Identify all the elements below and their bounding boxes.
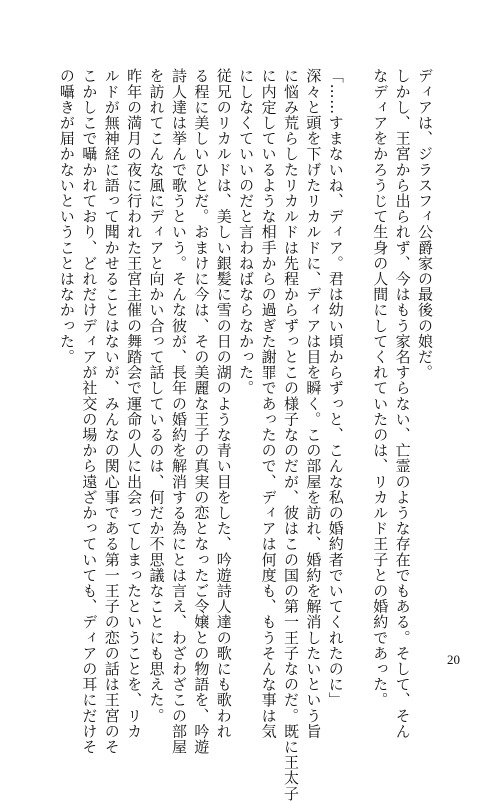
text-line: ルドが無神経に語って聞かせることはないが、みんなの関心事である第一王子の恋の話は王宮のそ [102,68,121,755]
novel-page-text [57,68,436,801]
paragraph-gap [347,68,369,648]
text-line: 詩人達は挙んで歌うという。そんな彼が、長年の婚約を解消する為にとは言え、わざわざこの部屋 [169,68,188,755]
text-line: る程に美しいひとだ。おまけに今は、その美麗な王子の真実の恋となったご令嬢との物語を、吟遊 [192,68,211,755]
text-line: しかし、王宮から出られず、今はもう家名すらない、亡霊のような存在でもある。そして、そん [393,68,412,739]
text-line: こかしこで囁かれており、どれだけディアが社交の場から遠ざかっていても、ディアの耳にだけそ [80,68,99,755]
text-line: を訪れてこんな風にディアと向かい合って話しているのは、何だか不思議なことにも思えた。 [147,68,166,724]
text-line: に悩み荒らしたリカルドは先程からずっとこの様子なのだが、彼はこの国の第一王子なのだ。既に王太子 [281,68,300,801]
text-line: にしなくていいのだと言わねばならなかった。 [237,68,256,396]
page-number: 20 [447,652,460,667]
text-line: なディアをかろうじて生身の人間にしてくれていたのは、リカルド王子との婚約であった。 [371,68,390,708]
text-line: 深々と頭を下げたリカルドに、ディアは目を瞬く。この部屋を訪れ、婚約を解消したいという旨 [304,68,323,739]
text-line: 従兄のリカルドは、美しい銀髪に雪の日の湖のような青い目をした、吟遊詩人達の歌にも歌われ [214,68,233,739]
text-line: に内定しているような相手からの過ぎた謝罪であったので、ディアは何度も、もうそんな事は気 [259,68,278,739]
text-line: 「……すまないね、ディア。君は幼い頃からずっと、こんな私の婚約者でいてくれたのに」 [326,68,345,708]
text-line: 昨年の満月の夜に行われた王宮主催の舞踏会で運命の人に出会ってしまったということを、リカ [125,68,144,739]
text-line: の囁きが届かないということはなかった。 [57,68,76,365]
text-line: ディアは、ジラスフィ公爵家の最後の娘だ。 [416,68,434,380]
